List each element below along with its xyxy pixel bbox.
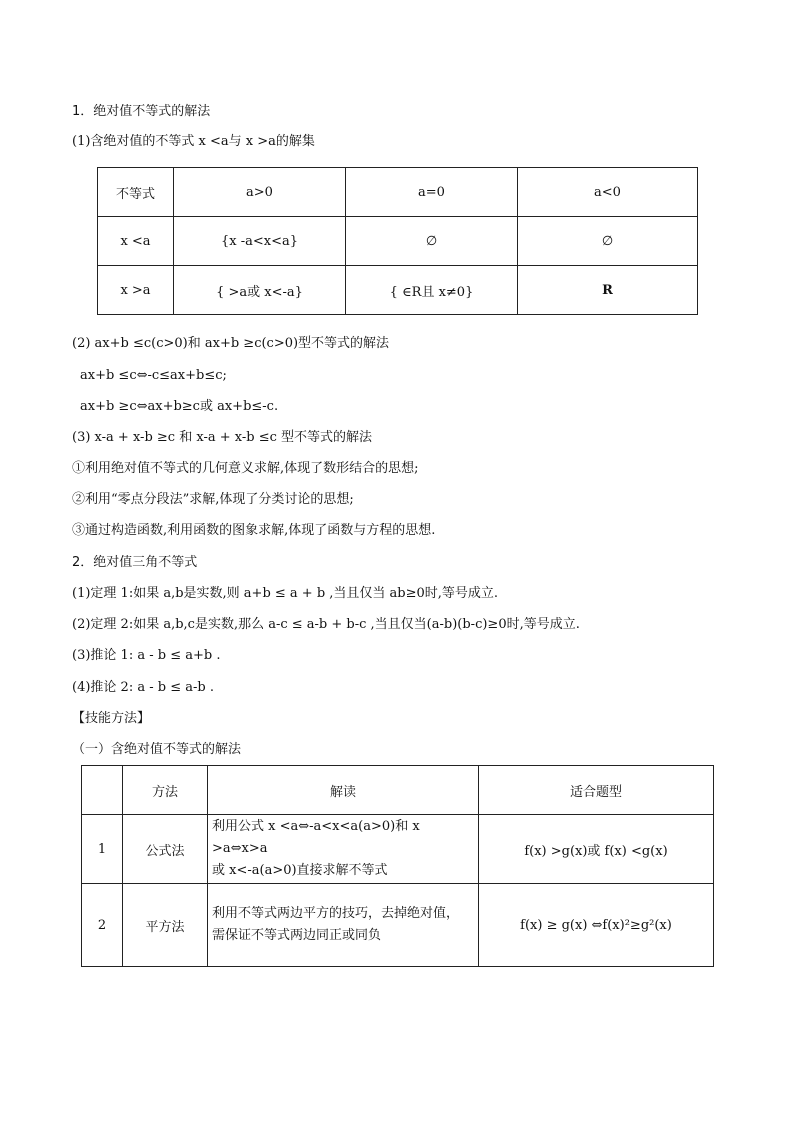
method-description [208, 815, 479, 884]
row-number: 1 [82, 815, 123, 884]
formula-line: ax+b ≥c⇔ax+b≥c或 ax+b≤-c. [80, 399, 279, 414]
corollary-line: (3)推论 1: a - b ≤ a+b . [72, 648, 221, 663]
table-header-cell: a=0 [346, 168, 518, 217]
description-line: 或 x<-a(a>0)直接求解不等式 [212, 863, 388, 878]
table-cell: { >a或 x<-a} [174, 266, 346, 315]
table-cell: ∅ [346, 217, 518, 266]
subsection-1: (1)含绝对值的不等式 x <a与 x >a的解集 [72, 134, 315, 149]
problem-type: f(x) >g(x)或 f(x) <g(x) [479, 815, 714, 884]
skills-title: 【技能方法】 [72, 711, 151, 726]
subsection-2: (2) ax+b ≤c(c>0)和 ax+b ≥c(c>0)型不等式的解法 [72, 336, 390, 351]
table-cell: x >a [98, 266, 174, 315]
method-item: ②利用“零点分段法”求解,体现了分类讨论的思想; [72, 492, 354, 507]
table-header-cell [82, 766, 123, 815]
solution-set-table [97, 167, 698, 315]
table-header-cell: 适合题型 [479, 766, 714, 815]
table-row [82, 884, 714, 967]
method-name: 公式法 [123, 815, 208, 884]
section-heading-1: 1．绝对值不等式的解法 [72, 104, 211, 119]
table-header-cell: 解读 [208, 766, 479, 815]
table-header-cell: 不等式 [98, 168, 174, 217]
description-line: 利用不等式两边平方的技巧，去掉绝对值， [212, 906, 460, 921]
theorem-line: (2)定理 2:如果 a,b,c是实数,那么 a-c ≤ a-b + b-c ,当且仅当(a-b)(b-c)≥0时,等号成立. [72, 617, 580, 632]
table-header-row [98, 168, 698, 217]
table-header-cell: 方法 [123, 766, 208, 815]
subsection-3: (3) x-a + x-b ≥c 和 x-a + x-b ≤c 型不等式的解法 [72, 430, 372, 445]
table-cell: {x -a<x<a} [174, 217, 346, 266]
corollary-line: (4)推论 2: a - b ≤ a-b . [72, 680, 214, 695]
table-row [98, 266, 698, 315]
table-row [98, 217, 698, 266]
table-cell: { ∈R且 x≠0} [346, 266, 518, 315]
method-name: 平方法 [123, 884, 208, 967]
table-cell: R [518, 266, 698, 315]
table-header-row [82, 766, 714, 815]
section-heading-2: 2．绝对值三角不等式 [72, 555, 198, 570]
method-item: ③通过构造函数,利用函数的图象求解,体现了函数与方程的思想. [72, 523, 436, 538]
table-header-cell: a<0 [518, 168, 698, 217]
theorem-line: (1)定理 1:如果 a,b是实数,则 a+b ≤ a + b ,当且仅当 ab≥0时,等号成立. [72, 586, 499, 601]
method-item: ①利用绝对值不等式的几何意义求解,体现了数形结合的思想; [72, 461, 419, 476]
method-description [208, 884, 479, 967]
methods-table [81, 765, 714, 967]
formula-line: ax+b ≤c⇔-c≤ax+b≤c; [80, 368, 227, 383]
skills-subtitle: （一）含绝对值不等式的解法 [72, 742, 242, 757]
table-cell: x <a [98, 217, 174, 266]
description-line: 需保证不等式两边同正或同负 [212, 928, 382, 943]
table-header-cell: a>0 [174, 168, 346, 217]
description-line: 利用公式 x <a⇔-a<x<a(a>0)和 x >a⇔x>a [212, 819, 420, 856]
row-number: 2 [82, 884, 123, 967]
table-cell: ∅ [518, 217, 698, 266]
table-row [82, 815, 714, 884]
problem-type: f(x) ≥ g(x) ⇔f(x)²≥g²(x) [479, 884, 714, 967]
